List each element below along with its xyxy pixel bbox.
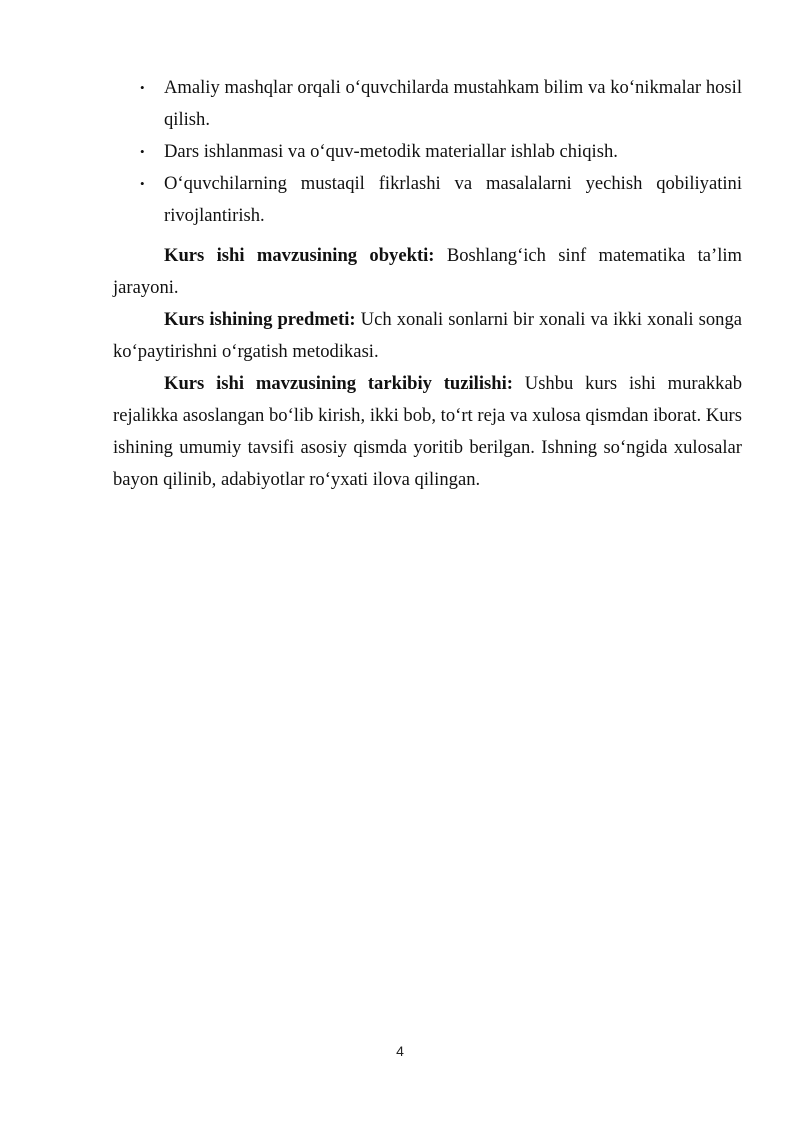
paragraph-label: Kurs ishi mavzusining obyekti: [164,245,435,266]
list-item-text: O‘quvchilarning mustaqil fikrlashi va masalalarni yechish qobiliyatini rivojlantirish. [164,173,742,226]
bullet-icon: • [140,144,145,159]
paragraph-structure [113,368,742,496]
list-item-text: Amaliy mashqlar orqali o‘quvchilarda mustahkam bilim va ko‘nikmalar hosil qilish. [164,77,742,130]
paragraph-label: Kurs ishi mavzusining tarkibiy tuzilishi: [164,373,513,394]
list-item [113,168,742,232]
page-content [113,72,742,496]
goals-list [113,72,742,232]
paragraph-object [113,240,742,304]
paragraph-subject [113,304,742,368]
bullet-icon: • [140,176,145,191]
list-item [113,136,742,168]
bullet-icon: • [140,80,145,95]
paragraph-label: Kurs ishining predmeti: [164,309,356,330]
page-number: 4 [396,1043,404,1059]
list-item [113,72,742,136]
paragraph-text: Ushbu kurs ishi murakkab rejalikka asoslangan bo‘lib kirish, ikki bob, to‘rt reja va xulosa qismdan iborat. Kurs ishining umumiy tavsifi asosiy qismda yoritib berilgan. Ishning so‘ngida xulosalar bayon qilinib, adabiyotlar ro‘yxati ilova qilingan. [113,373,742,490]
paragraph-text: Uch xonali sonlarni bir xonali va ikki xonali songa ko‘paytirishni o‘rgatish metodikasi. [113,309,742,362]
list-item-text: Dars ishlanmasi va o‘quv-metodik materiallar ishlab chiqish. [164,141,618,162]
paragraph-text: Boshlang‘ich sinf matematika ta’lim jarayoni. [113,245,742,298]
